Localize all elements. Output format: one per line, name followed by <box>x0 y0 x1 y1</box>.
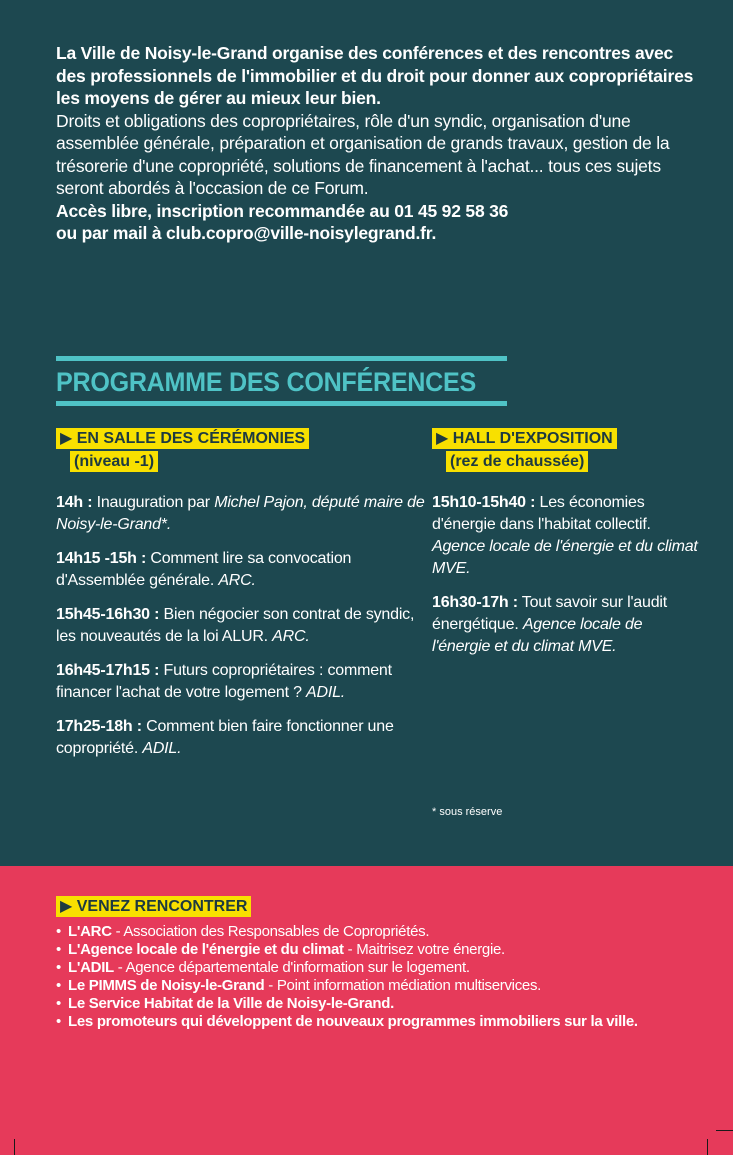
entry-speaker: ARC. <box>218 572 256 589</box>
location-right <box>432 428 702 474</box>
entry-time: 14h : <box>56 494 93 511</box>
programme-entry <box>56 660 426 704</box>
entry-text: Tout savoir sur l'audit énergétique. <box>432 594 667 633</box>
list-item-org: Le Service Habitat de la Ville de Noisy-le-Grand. <box>68 995 394 1012</box>
venez-list <box>56 923 696 1031</box>
entry-text: Comment bien faire fonctionner une copropriété. <box>56 718 394 757</box>
entry-speaker: Agence locale de l'énergie et du climat MVE. <box>432 616 643 655</box>
bottom-section <box>0 866 733 1155</box>
entry-text: Bien négocier son contrat de syndic, les nouveautés de la loi ALUR. <box>56 606 415 645</box>
list-item-org: L'ADIL <box>68 959 114 976</box>
crop-mark-right <box>707 1139 708 1155</box>
list-item <box>56 977 696 995</box>
location-left-sub: (niveau -1) <box>70 451 158 472</box>
entry-time: 15h45-16h30 : <box>56 606 160 623</box>
programme-entry <box>56 548 426 592</box>
programme-title-text: PROGRAMME DES CONFÉRENCES <box>56 367 476 397</box>
entry-text: Futurs copropriétaires : comment financer l'achat de votre logement ? <box>56 662 392 701</box>
crop-mark-right-h <box>716 1130 733 1131</box>
entry-speaker: ADIL. <box>142 740 182 757</box>
programme-entry <box>432 492 702 580</box>
access-line-2: ou par mail à club.copro@ville-noisylegrand.fr. <box>56 223 437 243</box>
right-entries <box>432 492 702 658</box>
list-item-desc: - Association des Responsables de Copropriétés. <box>111 923 430 940</box>
entry-text: Les économies d'énergie dans l'habitat collectif. <box>432 494 651 533</box>
programme-right-column <box>432 428 702 670</box>
intro-lead: La Ville de Noisy-le-Grand organise des conférences et des rencontres avec des professionnels de l'immobilier et du droit pour donner aux copropriétaires les moyens de gérer au mieux leur bien. <box>56 43 694 108</box>
entry-speaker: ARC. <box>272 628 310 645</box>
entry-time: 17h25-18h : <box>56 718 142 735</box>
crop-mark-left <box>14 1139 15 1155</box>
programme-entry <box>432 592 702 658</box>
list-item <box>56 995 696 1013</box>
intro-body: Droits et obligations des copropriétaires, rôle d'un syndic, organisation d'une assemblée générale, préparation et organisation de grands travaux, gestion de la trésorerie d'une copropriété, solutions de financement à l'achat... tous ces sujets seront abordés à l'occasion de ce Forum. <box>56 110 670 198</box>
location-right-sub: (rez de chaussée) <box>446 451 588 472</box>
entry-time: 15h10-15h40 : <box>432 494 536 511</box>
location-right-title: ▶ HALL D'EXPOSITION <box>432 428 617 449</box>
location-left-title: ▶ EN SALLE DES CÉRÉMONIES <box>56 428 309 449</box>
list-item <box>56 1013 696 1031</box>
programme-title <box>56 356 507 406</box>
list-item <box>56 923 696 941</box>
programme-entry <box>56 492 426 536</box>
list-item <box>56 941 696 959</box>
access-line-1: Accès libre, inscription recommandée au 01 45 92 58 36 <box>56 200 509 221</box>
entry-time: 16h45-17h15 : <box>56 662 160 679</box>
entry-speaker: ADIL. <box>306 684 346 701</box>
programme-left-column <box>56 428 426 772</box>
list-item-org: L'ARC <box>68 923 112 940</box>
entry-time: 14h15 -15h : <box>56 550 147 567</box>
entry-text: Comment lire sa convocation d'Assemblée générale. <box>56 550 352 589</box>
list-item-desc: - Agence départementale d'information sur le logement. <box>113 959 470 976</box>
venez-rencontrer <box>56 896 696 1031</box>
left-entries <box>56 492 426 760</box>
venez-title: ▶ VENEZ RENCONTRER <box>56 896 251 917</box>
entry-speaker: Agence locale de l'énergie et du climat MVE. <box>432 538 698 577</box>
list-item-org: Les promoteurs qui développent de nouveaux programmes immobiliers sur la ville. <box>68 1013 638 1030</box>
entry-time: 16h30-17h : <box>432 594 518 611</box>
list-item <box>56 959 696 977</box>
list-item-org: L'Agence locale de l'énergie et du climat <box>68 941 344 958</box>
list-item-desc: - Point information médiation multiservices. <box>264 977 542 994</box>
programme-entry <box>56 716 426 760</box>
entry-speaker: Michel Pajon, député maire de Noisy-le-Grand*. <box>56 494 425 533</box>
entry-text: Inauguration par <box>92 494 215 511</box>
list-item-desc: - Maitrisez votre énergie. <box>343 941 505 958</box>
list-item-org: Le PIMMS de Noisy-le-Grand <box>68 977 265 994</box>
intro-text <box>56 42 696 245</box>
programme-entry <box>56 604 426 648</box>
location-left <box>56 428 426 474</box>
footnote: * sous réserve <box>432 806 503 818</box>
